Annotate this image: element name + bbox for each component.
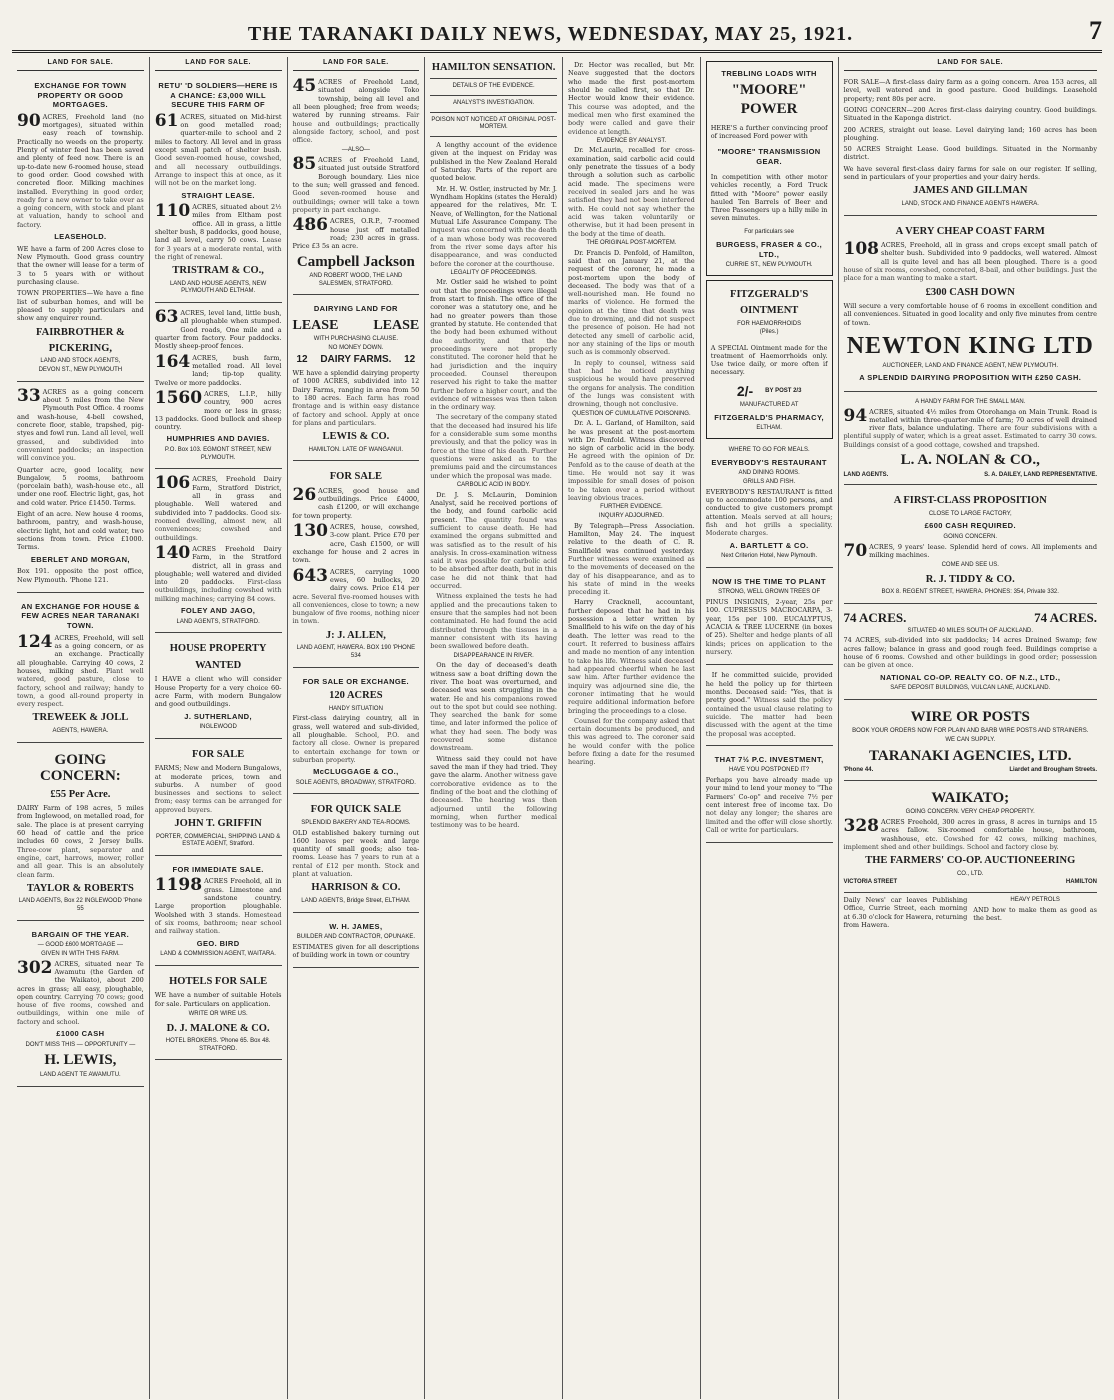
advert-body: 108 ACRES, Freehold, all in grass and crops except small patch of shelter bush. Subdivided into 9 paddocks, well watered. Almost all is quite level and has all been ploughed. There is a good house of six rooms, cowshed, concreted, 8-bail, and other buildings. Just the place for a man wanting to make a start.	[843, 238, 1097, 283]
advert-heading: THAT 7½ P.C. INVESTMENT,	[714, 754, 824, 764]
advert-subheading: STRAIGHT LEASE.	[181, 190, 255, 200]
column-1	[12, 57, 150, 1399]
advert-subheading: A HANDY FARM FOR THE SMALL MAN.	[915, 398, 1026, 405]
advert-for-sale	[293, 464, 420, 667]
acre-count: 85	[292, 154, 317, 175]
advert-subheading: LEASEHOLD.	[54, 232, 107, 242]
advert-body: 1198 ACRES Freehold, all in grass. Limestone and sandstone country. Large proportion ploughable. Woolshed with 3 stands. Homestead of six rooms, bathroom; near school and railway station.	[154, 875, 282, 936]
advert-price: £55 Per Acre.	[50, 788, 111, 800]
agent-name: J. SUTHERLAND,	[184, 711, 252, 721]
agent-name: J: J. ALLEN,	[325, 629, 386, 641]
advert-heading: WANTED	[195, 659, 242, 671]
advert-body: 45 ACRES of Freehold Land, situated alongside Toko township, being all level and all been ploughed; free from weeds; watered by running streams. Fair house and outbuildings; practically alongside factory, school, and post office.	[292, 75, 420, 145]
acre-count: 108	[843, 238, 879, 259]
agent-logo: NEWTON KING LTD	[846, 332, 1094, 359]
acre-count: 63	[154, 307, 179, 328]
advert-exchange-house	[17, 596, 144, 743]
advert-price: £1000 CASH	[56, 1029, 105, 1039]
acre-count: 1560	[154, 387, 203, 408]
advert-heading: A FIRST-CLASS PROPOSITION	[893, 495, 1047, 507]
agent-name: TRISTRAM & CO.,	[172, 265, 264, 277]
agent-detail: P.O. Box 103. EGMONT STREET, NEW PLYMOUTH.	[164, 447, 272, 461]
agent-name: H. LEWIS,	[44, 1052, 117, 1069]
advert-body: WE have a splendid dairying property of 1000 ACRES, subdivided into 12 Dairy Farms, ranging in area from 50 to 180 acres. Each farm has road frontage and is within easy distance of factory and school. Apply at once for plans and particulars.	[292, 369, 420, 427]
divider	[430, 95, 557, 96]
agent-detail: HOTEL BROKERS. 'Phone 65. Box 48. STRATFORD.	[165, 1038, 271, 1052]
agent-detail: Next Criterion Hotel, New Plymouth.	[721, 553, 818, 560]
acre-count: 33	[17, 385, 41, 406]
advert-heading: FOR IMMEDIATE SALE.	[172, 864, 264, 874]
advert-heading: BARGAIN OF THE YEAR.	[31, 929, 130, 939]
advert-74-acres	[844, 607, 1098, 700]
advert-subheading: —ALSO—	[341, 147, 370, 154]
advert-body: 486 ACRES, O.R.P., 7-roomed house just off metalled road; 230 acres in grass. Price £3 5s an acre.	[292, 215, 420, 251]
advert-body: EVERYBODY'S RESTAURANT is fitted up to accommodate 100 persons, and conducted to give customers prompt attention. Meals served at all hours; fish and hot grills a speciality. Moderate charges.	[705, 487, 833, 538]
advert-body: 328 ACRES Freehold, 300 acres in grass, 8 acres in turnips and 15 acres fallow. Six-roomed comfortable house, bathroom, washhouse, etc. Cowshed for 42 cows, milking machines, implement shed and other buildings. School and factory close by.	[843, 816, 1097, 851]
advert-subheading: NO MONEY DOWN.	[328, 344, 384, 351]
advert-body: WE have a farm of 200 Acres close to New Plymouth. Good grass country that the owner will lease for a term of 3 to 5 years with or without purchasing clause.	[17, 244, 144, 286]
advert-subheading: AND DINING ROOMS.	[738, 470, 800, 477]
agent-detail: BOX 8. REGENT STREET, HAWERA. PHONES: 354, Private 332.	[881, 589, 1059, 596]
advert-subheading: WHERE TO GO FOR MEALS.	[728, 447, 810, 454]
acre-count: 643	[292, 565, 328, 586]
acre-count: 486	[292, 215, 328, 236]
advert-heading: FITZGERALD'S	[730, 288, 809, 300]
advert-price: BY POST 2/3	[765, 388, 802, 395]
advert-subheading: GOING CONCERN. VERY CHEAP PROPERTY.	[905, 809, 1035, 816]
advert-body: Will secure a very comfortable house of 6 rooms in excellent condition and all conveniences. Situated in good locality and only five minutes from centre of town.	[843, 301, 1097, 327]
advert-body: WE have a number of suitable Hotels for sale. Particulars on application.	[154, 991, 282, 1008]
agent-name: BURGESS, FRASER & CO., LTD.,	[716, 239, 823, 259]
advert-heading: EXCHANGE FOR TOWN PROPERTY OR GOOD MORTGAGES.	[34, 80, 127, 110]
article-paragraph: Dr. A. L. Garland, of Hamilton, said he was present at the post-mortem with Dr. Penfold. Witness discovered no sign of carbolic acid in the body. He agreed with the opinion of Dr. Penfold as to the cause of death at the time. He would not say it was impossible for small doses of poison to be taken over a period without leaving obvious traces.	[568, 419, 695, 503]
advert-body: 90 ACRES, Freehold land (no mortgages), situated within easy reach of township. Practically no weeds on the property. Plenty of winter feed has been saved and plenty of feed now. There is an up-to-date new 6-roomed house, stead to good order. Good cowshed with concreted floor. Milking machines installed. Everything in good order, ready for a new owner to take over as a going concern, with stock and plant at valuation, handy to school and factory.	[17, 110, 144, 229]
advert-heading: POWER	[740, 101, 798, 118]
divider	[430, 136, 557, 137]
article-subhead: LEGALITY OF PROCEEDINGS.	[450, 269, 537, 276]
article-headline: HAMILTON SENSATION.	[431, 62, 556, 73]
acre-count: 164	[154, 351, 191, 372]
agent-detail: LAND, STOCK AND FINANCE AGENTS HAWERA.	[901, 200, 1039, 207]
article-subhead: DETAILS OF THE EVIDENCE.	[452, 83, 535, 90]
advert-body: In competition with other motor vehicles recently, a Ford Truck fitted with "Moore" power easily hauled Ten Barrels of Beer and Three Passengers up a hilly mile in seven minutes.	[710, 172, 828, 223]
page-number: 7	[1089, 16, 1102, 45]
advert-subheading: For particulars see	[744, 229, 794, 236]
advert-subheading: HANDY SITUATION	[328, 705, 383, 712]
advert-body: Eight of an acre. New house 4 rooms, bathroom, pantry, and wash-house, electric light, hot and cold water, two sections from town. Price £1000. Terms.	[17, 510, 144, 552]
agent-detail-row: LAND AGENTS. S. A. DAILEY, LAND REPRESENTATIVE.	[843, 471, 1097, 478]
agent-name: FAIRBROTHER &	[35, 326, 125, 338]
advert-trees	[706, 571, 833, 665]
acre-count: 94	[843, 405, 868, 426]
advert-waikato	[844, 784, 1098, 893]
advert-coast-farm	[844, 219, 1098, 392]
column-header: LAND FOR SALE.	[17, 57, 144, 71]
heading-row: 74 ACRES. 74 ACRES.	[843, 610, 1097, 626]
advert-subheading: (Piles.)	[759, 329, 779, 336]
agent-name: W. H. JAMES,	[329, 921, 383, 931]
advert-body: HERE'S a further convincing proof of increased Ford power with	[710, 124, 828, 141]
advert-heading: AN EXCHANGE FOR HOUSE & FEW ACRES NEAR TARANAKI TOWN.	[20, 601, 140, 631]
advert-stratford-dairy	[155, 472, 282, 633]
bottom-adverts	[844, 896, 1098, 929]
agent-detail: LAND AGENTS, Bridge Street, ELTHAM.	[301, 897, 411, 904]
advert-body: I HAVE a client who will consider House Property for a very choice 60-acre Farm, with modern Bungalow and good outbuildings.	[154, 675, 282, 709]
advert-heading: FOR SALE	[329, 471, 382, 483]
advert-body: 94 ACRES, situated 4½ miles from Otorohanga on Main Trunk. Road is metalled within three-quarter-mile of farm; 70 acres of well drained river flats, balance undulating. There are four subdivisions with a plentiful supply of water, which is a great asset. Estimated to carry 30 cows. Buildings consist of a good cottage, cowshed and trapshed.	[843, 405, 1097, 449]
article-paragraph: On the day of deceased's death witness saw a boat drifting down the river. The boat was overturned, and deceased was seen struggling in the water. He and his companions rowed out to the spot but could see nothing. They searched the bank for some time, and later informed the police of what they had seen. The body was recovered some distance downstream.	[430, 661, 557, 753]
advert-restaurant	[706, 443, 833, 568]
article-continued	[706, 668, 833, 746]
advert-body: OLD established bakery turning out 1600 loaves per week and large quantity of small goods; also tea-rooms. Lease has 7 years to run at a rental of £12 per month. Stock and plant at valuation.	[292, 828, 420, 879]
advert-toko	[293, 75, 420, 295]
advert-heading: WAIKATO;	[931, 789, 1010, 806]
column-5	[563, 57, 701, 1399]
advert-subheading: SITUATED 40 MILES SOUTH OF AUCKLAND.	[907, 627, 1034, 634]
agent-detail: HAMILTON. LATE OF WANGANUI.	[308, 446, 404, 453]
article-subhead: EVIDENCE BY ANALYST.	[596, 137, 667, 144]
advert-immediate-sale	[155, 859, 282, 966]
agent-detail: PORTER, COMMERCIAL, SHIPPING LAND & ESTATE AGENT, Stratford.	[156, 833, 281, 848]
article-paragraph: Dr. Francis D. Penfold, of Hamilton, said that on January 21, at the request of the coroner, he made a post-mortem upon the body of deceased. The body was that of a well-nourished man. He found no marks of violence. He formed the opinion at the time that death was due to drowning, and did not suspect the presence of poison. He had not detected any smell of carbolic acid, nor any staining of the lips or mouth such as is commonly observed.	[568, 248, 695, 357]
advert-body: AND how to make them as good as the best.	[973, 905, 1097, 923]
article-subhead: DISAPPEARANCE IN RIVER.	[453, 652, 534, 659]
advert-body: We have several first-class dairy farms for sale on our register. If selling, send in particulars of your properties and your dairy herds.	[843, 164, 1097, 182]
column-header: LAND FOR SALE.	[844, 57, 1098, 71]
advert-body: 33 ACRES as a going concern about 5 miles from the New Plymouth Post Office. 4 rooms and wash-house, 4-bell cowshed, concrete floor, stable, trapshed, pig-styes and fowl run. Land all level, well grassed, and subdivided into convenient paddocks; an inspection will convince you.	[17, 385, 144, 463]
advert-heading: RETU' 'D SOLDIERS—HERE IS A CHANCE: £3,000 WILL SECURE THIS FARM OF	[158, 80, 278, 110]
acre-count: 1198	[154, 875, 203, 896]
advert-body: DAIRY Farm of 198 acres, 5 miles from Inglewood, on metalled road, for sale. The place is at present carrying 60 head of cattle and the price includes 60 cows, 2 Jersey bulls. Three-cow plant, separator and engine, cart, harrows, mower, roller and all gear. This is an absolutely clean farm.	[17, 804, 144, 879]
agent-name: R. J. TIDDY & CO.	[925, 573, 1015, 585]
agent-name: A. BARTLETT & CO.	[729, 540, 809, 550]
advert-body: Daily News' car leaves Publishing Office, Currie Street, each morning at 6.30 o'clock for Hawera, returning from Hawera.	[843, 896, 968, 930]
agent-name: JAMES AND GILLMAN	[913, 185, 1028, 197]
advert-heading: A SPLENDID DAIRYING PROPOSITION WITH £250 CASH.	[859, 373, 1082, 383]
acre-count: 140	[154, 542, 191, 563]
masthead-title: THE TARANAKI DAILY NEWS, WEDNESDAY, MAY 25, 1921.	[247, 23, 854, 45]
advert-wire-posts	[844, 703, 1098, 781]
advert-heading: FOR SALE	[192, 748, 245, 760]
agent-name: LEWIS & CO.	[322, 431, 390, 443]
advert-body: 74 ACRES, sub-divided into six paddocks; 14 acres Drained Swamp; few acres fallow; balance in grass and good rough feed. Buildings comprise a house of 6 rooms. Cowshed and other buildings in good order; possession can be given at once.	[843, 636, 1097, 670]
advert-quick-sale	[293, 797, 420, 912]
advert-body: 124 ACRES, Freehold, will sell as a going concern, or as an exchange. Practically all ploughable. Carrying 40 cows, 2 houses, milking shed. Plant well watered, good pasture, close to factory, school and railway; handy to town, a good all-round property in every respect.	[17, 631, 144, 709]
advert-subheading: WE CAN SUPPLY.	[945, 737, 996, 744]
acre-count: 124	[17, 631, 53, 652]
advert-heading: HOTELS FOR SALE	[169, 975, 268, 987]
advert-body: 164 ACRES, bush farm, metalled road. All level land; tip-top quality. Twelve or more paddocks.	[154, 351, 282, 387]
advert-subheading: GRILLS AND FISH.	[742, 479, 796, 486]
advert-investment	[706, 749, 833, 843]
advert-subheading: HAVE YOU POSTPONED IT?	[729, 767, 810, 774]
advert-body: 302 ACRES, situated near Te Awamutu (the Garden of the Waikato), about 200 acres in grass; all easy, ploughable, open country. Carrying 70 cows; good house of five rooms, cowshed and outbuildings, within one mile of factory and school.	[17, 957, 144, 1026]
article-subhead: FURTHER EVIDENCE.	[600, 504, 663, 511]
article-paragraph: Counsel for the company asked that certain documents be produced, and this was agreed to. The coroner said he would confer with the police before fixing a date for the resumed hearing.	[568, 716, 695, 767]
advert-subheading: FOR HAEMORRHOIDS	[737, 320, 802, 327]
column-6	[701, 57, 839, 1399]
advert-price: 2/-	[736, 383, 754, 400]
article-subhead: ANALYST'S INVESTIGATION.	[452, 100, 535, 107]
article-paragraph: A lengthy account of the evidence given at the inquest on Friday was published in the New Zealand Herald of Saturday. Parts of the report are quoted below.	[430, 141, 557, 183]
article-paragraph: Dr. Hector was recalled, but Mr. Neave suggested that the doctors who made the first post-mortem should be called first, so that Dr. Hector would know their evidence. This course was adopted, and the medical men who first examined the body were called and gave their evidence at length.	[568, 61, 695, 136]
advert-house-wanted	[155, 636, 282, 738]
advert-heading: "MOORE"	[731, 81, 807, 98]
advert-james-gillman	[844, 75, 1098, 216]
advert-body: 130 ACRES, house, cowshed, 3-cow plant. Price £70 per acre, Cash £1500, or will exchange for house and 2 acres in town.	[292, 521, 420, 565]
advert-body: FOR SALE—A first-class dairy farm as a going concern. Area 153 acres, all level, well watered and in good pasture. Good buildings. Leasehold property; rent 80s per acre.	[843, 77, 1097, 103]
advert-body: A SPECIAL Ointment made for the treatment of Haemorrhoids only. Use twice daily, or more often if necessary.	[710, 343, 828, 377]
advert-body: GOING CONCERN—200 Acres first-class dairying country. Good buildings. Situated in the Kaponga district.	[843, 105, 1097, 123]
acre-count: 70	[843, 540, 868, 561]
column-header: LAND FOR SALE.	[155, 57, 282, 71]
article-subhead: CARBOLIC ACID IN BODY.	[456, 481, 531, 488]
advert-subheading: CLOSE TO LARGE FACTORY,	[928, 510, 1012, 517]
advert-level-land	[155, 306, 282, 469]
agent-name: HUMPHRIES AND DAVIES.	[166, 434, 270, 444]
advert-33-acres	[17, 385, 144, 593]
article-paragraph: By Telegraph—Press Association. Hamilton, May 24. The inquest relative to the death of C. R. Smallfield was continued yesterday. Further witnesses were examined as to the movements of deceased on the day of his disappearance, and as to his state of mind in the weeks preceding it.	[568, 521, 695, 597]
acre-count: 26	[292, 484, 317, 505]
advert-exchange	[293, 671, 420, 795]
article-subhead: POISON NOT NOTICED AT ORIGINAL POST-MORTEM.	[431, 116, 556, 131]
advert-body: 140 ACRES Freehold Dairy Farm, in the Stratford district, all in grass and ploughable; well watered and divided into 20 paddocks. First-class outbuildings, including cowshed with milking machines; carrying 84 cows.	[154, 542, 282, 603]
advert-heading: GOING CONCERN:	[39, 751, 121, 785]
article-paragraph: Witness explained the tests he had applied and the precautions taken to ensure that the samples had not been contaminated. He had found the acid distributed through the tissues in a manner consistent with its having been swallowed before death.	[430, 592, 557, 651]
agent-detail: LAND AGENTS, Box 22 INGLEWOOD 'Phone 55	[18, 898, 142, 912]
advert-body: 1560 ACRES, L.I.P., hilly country, 900 acres more or less in grass; 13 paddocks. Good bullock and sheep country.	[154, 387, 282, 432]
advert-body: 85 ACRES of Freehold Land, situated just outside Stratford Borough boundary. Lies nice to the sun; well grassed and fenced. Good seven-roomed house and outbuildings; owner will take a town property in part exchange.	[292, 154, 420, 214]
advert-subheading: "MOORE" TRANSMISSION GEAR.	[717, 147, 821, 166]
advert-first-class	[844, 488, 1098, 604]
agent-detail: LAND AGENT, HAWERA. BOX 190 'PHONE 534	[296, 645, 416, 659]
acre-count: 110	[154, 201, 191, 222]
article-paragraph: Mr. Ostler said he wished to point out that the proceedings were illegal from start to finish. The office of the coroner was a statutory one, and he had no greater powers than those granted by statute. He contended that the body had been exhumed without due authority, and that the proceedings were not properly constituted. The coroner held that he had jurisdiction and the inquiry proceeded. Counsel thereupon reserved his right to take the matter further before a higher court, and the evidence of witnesses was then taken in the ordinary way.	[430, 278, 557, 412]
acre-count: 130	[292, 521, 328, 542]
advert-heading: A VERY CHEAP COAST FARM	[895, 225, 1045, 237]
agent-name: FOLEY AND JAGO,	[180, 606, 256, 616]
agent-name: PICKERING,	[48, 342, 113, 354]
advert-heading: FOR QUICK SALE	[310, 804, 402, 816]
advert-heading: NOW IS THE TIME TO PLANT	[712, 576, 826, 586]
advert-exchange	[17, 75, 144, 382]
columns	[12, 57, 1102, 1399]
advert-body: 643 ACRES, carrying 1000 ewes, 60 bullocks, 20 dairy cows. Price £14 per acre. Several five-roomed houses with all conveniences, close to town; a new bungalow of five rooms, nothing nicer in town.	[292, 565, 420, 626]
advert-fitzgeralds	[706, 280, 833, 439]
article-paragraph: If he committed suicide, provided he held the policy up for thirteen months. Deceased said: "Yes, that is pretty good." Witness said the policy contained the usual clause relating to suicide. The matter had been discussed with the agent at the time the proposal was accepted.	[705, 671, 833, 738]
advert-heading: TREBLING LOADS WITH	[721, 69, 817, 78]
agent-detail: DEVON ST., NEW PLYMOUTH	[38, 367, 123, 374]
advert-petrols	[973, 896, 1097, 929]
divider	[430, 78, 557, 79]
farms-row: 12 DAIRY FARMS. 12	[296, 354, 416, 366]
agent-name: GEO. BIRD	[196, 938, 240, 948]
advert-body: 26 ACRES, good house and outbuildings. Price £4000, cash £1200, or will exchange for town property.	[292, 484, 420, 520]
agent-detail: LAND & COMMISSION AGENT, WAITARA.	[160, 951, 276, 958]
advert-subheading: DON'T MISS THIS — OPPORTUNITY —	[25, 1041, 136, 1048]
advert-body: 63 ACRES, level land, little bush, all ploughable when stumped. Good roads, One mile and a quarter from factory. Four paddocks. Mostly sheep-proof fences.	[154, 307, 282, 351]
agent-detail: CURRIE ST., NEW PLYMOUTH.	[725, 262, 813, 269]
price-row	[711, 383, 828, 401]
agent-name: HARRISON & CO.	[311, 882, 401, 894]
advert-body: PINUS INSIGNIS, 2-year, 25s per 100. CUPRESSUS MACROCARPA, 3-year, 15s per 100. EUCALYPTUS, ACACIA & TREE LUCERNE (in boxes of 25). Shelter and hedge plants of all kinds; prices on application to the nursery.	[705, 598, 833, 657]
agent-name: Campbell Jackson	[296, 253, 415, 270]
advert-subheading: SPLENDID BAKERY AND TEA-ROOMS.	[301, 819, 411, 826]
column-7	[839, 57, 1103, 1399]
lease-row: LEASE LEASE	[292, 318, 420, 333]
article-paragraph: In reply to counsel, witness said that had he noticed anything suspicious he would have preserved the organs for analysis. The condition of the lungs was consistent with drowning, though not conclusive.	[568, 358, 695, 409]
agent-name: D. J. MALONE & CO.	[166, 1022, 270, 1034]
agent-name: EBERLET AND MORGAN,	[30, 554, 130, 564]
advert-heading: DAIRYING LAND FOR	[313, 304, 398, 314]
acre-count: 61	[154, 110, 179, 131]
article-paragraph: The secretary of the company stated that the deceased had insured his life for a considerable sum some months previously, and that the policy was in force at the time of his death. Further questions were asked as to the premiums paid and the circumstances under which the proposal was made.	[430, 413, 558, 480]
agent-detail: BUILDER AND CONTRACTOR, OPUNAKE.	[296, 934, 415, 941]
advert-hotels	[155, 969, 282, 1061]
advert-subheading: GOING CONCERN.	[943, 533, 998, 540]
agent-detail: Box 191. opposite the post office, New Plymouth. 'Phone 121.	[17, 567, 144, 584]
agent-detail: ELTHAM.	[756, 425, 782, 432]
agent-detail-row: VICTORIA STREET HAMILTON	[843, 879, 1097, 886]
advert-bargain	[17, 924, 144, 1087]
acre-count: 106	[154, 473, 191, 494]
advert-heading: FOR SALE OR EXCHANGE.	[302, 676, 410, 686]
advert-body: First-class dairying country, all in grass, well watered and sub-divided, all ploughable. School, P.O. and factory all close. Owner is prepared to entertain exchange for town or suburban property.	[292, 714, 420, 764]
advert-subheading: GIVEN IN WITH THIS FARM.	[41, 950, 120, 957]
advert-body: 106 ACRES, Freehold Dairy Farm, Stratford District, all in grass and ploughable. Well watered and subdivided into 7 paddocks. Good six-roomed dwelling, almost new, all conveniences; cowshed and outbuildings.	[154, 473, 282, 542]
agent-name: FITZGERALD'S PHARMACY,	[714, 412, 824, 422]
advert-body: 70 ACRES, 9 years' lease. Splendid herd of cows. All implements and milking machines.	[843, 540, 1097, 561]
advert-body: 50 ACRES Straight Lease. Good buildings. Situated in the Normanby district.	[843, 145, 1097, 162]
agent-detail-row: 'Phone 44. Liardet and Brougham Streets.	[843, 767, 1097, 774]
acre-count: 90	[17, 110, 41, 131]
article-paragraph: Witness said they could not have saved the man if they had tried. They gave the alarm. Another witness gave corroborative evidence as to the finding of the boat and the clothing of deceased. The hearing was then adjourned until the following morning, when further medical testimony was to be heard.	[430, 754, 557, 830]
advert-body: 200 ACRES, straight out lease. Level dairying land; 160 acres has been ploughing.	[843, 125, 1097, 142]
agent-name: THE FARMERS' CO-OP. AUCTIONEERING	[865, 855, 1076, 867]
column-header: LAND FOR SALE.	[293, 57, 420, 71]
article-paragraph: Dr. McLaurin, recalled for cross-examination, said carbolic acid could only penetrate the tissues of a body through a solution such as carbolic acid made. The specimens were received in sealed jars and he was satisfied they had not been interfered with. He could not say whether the acid was taken voluntarily or otherwise, but it had been present in the body at the time of death.	[568, 146, 695, 238]
advert-heading: EVERYBODY'S RESTAURANT	[711, 457, 827, 467]
agent-detail: LAND AGENTS, STRATFORD.	[176, 618, 260, 625]
agent-detail: INGLEWOOD	[199, 724, 237, 731]
agent-detail: LAND AND STOCK AGENTS,	[40, 358, 121, 365]
advert-subheading: 120 ACRES	[329, 690, 383, 702]
advert-dairying-lease	[293, 298, 420, 461]
article-subhead: THE ORIGINAL POST-MORTEM.	[586, 239, 677, 246]
divider	[430, 112, 557, 113]
acre-count: 45	[292, 75, 317, 96]
agent-detail: LAND AGENT TE AWAMUTU.	[40, 1071, 121, 1078]
advert-subheading: BOOK YOUR ORDERS NOW FOR PLAIN AND BARB WIRE POSTS AND STRAINERS.	[852, 728, 1089, 735]
advert-subheading: COME AND SEE US.	[941, 562, 999, 569]
advert-subheading: MANUFACTURED AT	[739, 402, 799, 409]
advert-returned-soldiers	[155, 75, 282, 303]
article-paragraph: Dr. J. S. McLaurin, Dominion Analyst, said he received portions of the body, and found carbolic acid present. The quantity found was sufficient to cause death. He had examined the organs submitted and was satisfied as to the result of his analysis. In cross-examination witness said it was possible for carbolic acid to be absorbed after death, but in this case he did not think that had occurred.	[430, 490, 557, 591]
advert-going-concern	[17, 746, 144, 921]
acre-count: 302	[17, 957, 53, 978]
advert-small-man	[844, 395, 1098, 485]
advert-body: Perhaps you have already made up your mind to lend your money to "The Farmers' Co-op" and receive 7½ per cent interest free of income tax. Do not delay any longer; the shares are limited and the offer will close shortly. Call or write for particulars.	[705, 776, 833, 834]
agent-detail: CO., LTD.	[956, 870, 984, 877]
advert-subheading: STRONG, WELL GROWN TREES OF	[718, 589, 821, 596]
agent-name: McCLUGGAGE & CO.,	[313, 767, 399, 777]
advert-body: 61 ACRES, situated on Mid-hirst on good metalled road; quarter-mile to school and 2 miles to factory. All level and in grass except small patch of shelter bush. Good seven-roomed house, cowshed, and all necessary outbuildings. Arrange to inspect this at once, as it will not be on the market long.	[154, 110, 282, 188]
advert-subheading: — GOOD £600 MORTGAGE —	[37, 942, 123, 949]
column-4	[425, 57, 563, 1399]
article-subhead: QUESTION OF CUMULATIVE POISONING.	[572, 410, 691, 417]
column-3	[288, 57, 426, 1399]
agent-detail: SAFE DEPOSIT BUILDINGS, VULCAN LANE, AUCKLAND.	[890, 685, 1051, 692]
column-2	[150, 57, 288, 1399]
agent-detail: SOLE AGENTS, BROADWAY, STRATFORD.	[295, 779, 416, 786]
advert-subheading: WRITE OR WIRE US.	[188, 1010, 248, 1017]
advert-body: TOWN PROPERTIES—We have a fine list of suburban homes, and will be pleased to supply particulars and show any enquirer round.	[17, 289, 144, 323]
article-paragraph: Mr. H. W. Ostler, instructed by Mr. J. Wyndham Hopkins (states the Herald) appeared for the relatives, Mr. T. Neave, of Wellington, for the National Mutual Life Assurance Company. The inquest was concerned with the death of a man whose body was recovered from the river some days after his disappearance, and was conducted before the coroner at the courthouse.	[430, 184, 557, 268]
agent-name: TARANAKI AGENCIES, LTD.	[868, 747, 1072, 764]
agent-detail: AGENTS, HAWERA.	[52, 727, 109, 734]
advert-body: Quarter acre, good locality, new Bungalow, 5 rooms, bathroom (porcelain bath), wash-house etc., all under one roof. Electric light, gas, hot and cold water. Price £1450. Terms.	[17, 465, 144, 507]
agent-name: JOHN T. GRIFFIN	[174, 818, 262, 830]
advert-moore-power	[706, 61, 833, 276]
agent-detail: AUCTIONEER, LAND AND FINANCE AGENT, NEW PLYMOUTH.	[882, 362, 1059, 369]
advert-subheading: WITH PURCHASING CLAUSE.	[313, 335, 399, 342]
agent-name: TREWEEK & JOLL	[32, 712, 129, 724]
advert-heading: HEAVY PETROLS	[1010, 897, 1060, 904]
agent-name: TAYLOR & ROBERTS	[26, 882, 134, 894]
agent-name: NATIONAL CO-OP. REALTY CO. OF N.Z., LTD.,	[880, 672, 1061, 682]
advert-body: FARMS; New and Modern Bungalows, at moderate prices, town and suburbs. A number of good businesses and sections to select from; easy terms can be arranged for approved buyers.	[154, 764, 282, 814]
masthead	[12, 0, 1102, 53]
advert-body: ESTIMATES given for all descriptions of building work in town or country	[292, 942, 420, 960]
agent-detail: AND ROBERT WOOD, THE LAND SALESMEN, STRATFORD.	[309, 273, 403, 287]
agent-name: L. A. NOLAN & CO.,	[900, 452, 1040, 469]
advert-body: 110 ACRES, situated about 2½ miles from Eltham post office. All in grass, a little shelter bush, 8 paddocks, good house, land all level, carry 50 cows. Lease for 3 years at a moderate rental, with the right of renewal.	[154, 201, 282, 262]
advert-for-sale	[155, 742, 282, 856]
article-subhead: INQUIRY ADJOURNED.	[598, 513, 664, 519]
article-paragraph: Harry Cracknell, accountant, further deposed that he had in his possession a letter written by Smallfield to his wife on the day of his death. The letter was read to the court. It referred to business affairs and made no mention of any intention to take his life. Witness said deceased had appeared cheerful when he last saw him. After further evidence the inquiry was adjourned sine die, the coroner intimating that he would require additional information before bringing the proceedings to a close.	[568, 598, 695, 715]
advert-heading: HOUSE PROPERTY	[169, 643, 267, 655]
acre-count: 328	[843, 816, 879, 837]
advert-heading: £300 CASH DOWN	[925, 286, 1015, 298]
advert-heading: WIRE OR POSTS	[910, 708, 1030, 725]
advert-builder	[293, 916, 420, 969]
advert-heading: OINTMENT	[739, 305, 799, 317]
agent-detail: LAND AND HOUSE AGENTS, NEW PLYMOUTH AND ELTHAM.	[169, 280, 267, 295]
advert-subheading: £600 CASH REQUIRED.	[924, 521, 1016, 531]
